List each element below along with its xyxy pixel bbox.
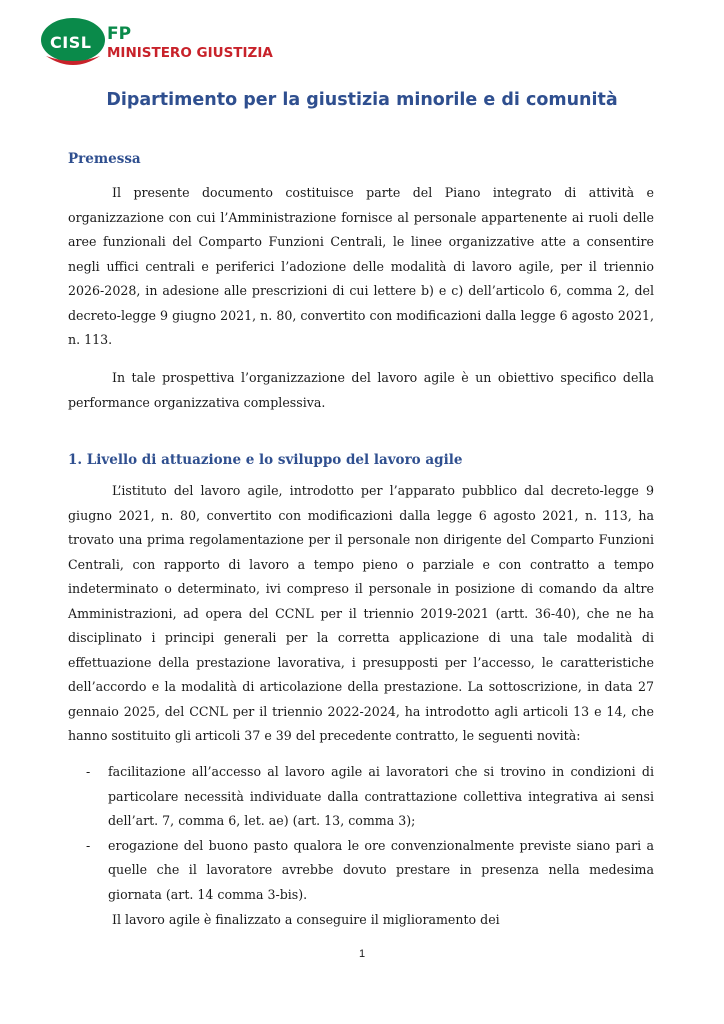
cisl-fp-logo	[40, 16, 280, 76]
logo-subtitle: MINISTERO GIUSTIZIA	[107, 45, 273, 61]
paragraph-section-1: L’istituto del lavoro agile, introdotto per l’apparato pubblico dal decreto-legge 9 giugno 2021, n. 80, convertito con modificazioni dalla legge 6 agosto 2021, n. 113, ha trovato una prima regolamentazione per il personale non dirigente del Comparto Funzioni Centrali, con rapporto di lavoro a tempo pieno o parziale e con contratto a tempo indeterminato o determinato, ivi compreso il personale in posizione di comando da altre Amministrazioni, ad opera del CCNL per il triennio 2019-2021 (artt. 36-40), che ne ha disciplinato i principi generali per la corretta applicazione di una tale modalità di effettuazione della prestazione lavorativa, i presupposti per l’accesso, le caratteristiche dell’accordo e la modalità di articolazione della prestazione. La sottoscrizione, in data 27 gennaio 2025, del CCNL per il triennio 2022-2024, ha introdotto agli articoli 13 e 14, che hanno sostituito gli articoli 37 e 39 del precedente contratto, le seguenti novità:	[68, 483, 654, 743]
bullet-marker: -	[86, 764, 91, 779]
logo-division: FP	[107, 24, 132, 44]
bullet-marker: -	[86, 837, 91, 853]
heading-section-1: 1. Livello di attuazione e lo sviluppo del lavoro agile	[68, 452, 463, 468]
heading-premessa: Premessa	[68, 151, 141, 167]
list-item	[68, 760, 654, 834]
list-item-text: erogazione del buono pasto qualora le ore convenzionalmente previste siano pari a quelle che il lavoratore avrebbe dovuto prestare in presenza nella medesima giornata (art. 14 comma 3-bis).	[108, 837, 654, 902]
list-item-text: facilitazione all’accesso al lavoro agile ai lavoratori che si trovino in condizioni di particolare necessità individuate dalla contrattazione collettiva integrativa ai sensi dell’art. 7, comma 6, let. ae) (art. 13, comma 3);	[108, 764, 654, 828]
paragraph-section-1-continued: Il lavoro agile è finalizzato a conseguire il miglioramento dei	[112, 912, 500, 927]
logo-brand: CISL	[50, 33, 92, 52]
document-title: Dipartimento per la giustizia minorile e di comunità	[106, 90, 618, 110]
paragraph-premessa-1: Il presente documento costituisce parte del Piano integrato di attività e organizzazione con cui l’Amministrazione fornisce al personale appartenente ai ruoli delle aree funzionali del Comparto Funzioni Centrali, le linee organizzative atte a consentire negli uffici centrali e periferici l’adozione delle modalità di lavoro agile, per il triennio 2026-2028, in adesione alle prescrizioni di cui lettere b) e c) dell’articolo 6, comma 2, del decreto-legge 9 giugno 2021, n. 80, convertito con modificazioni dalla legge 6 agosto 2021, n. 113.	[68, 185, 654, 347]
list-item	[68, 834, 654, 908]
bullet-list	[68, 760, 654, 907]
page-number: 1	[358, 948, 366, 960]
paragraph-premessa-2: In tale prospettiva l’organizzazione del lavoro agile è un obiettivo specifico della performance organizzativa complessiva.	[68, 370, 654, 410]
